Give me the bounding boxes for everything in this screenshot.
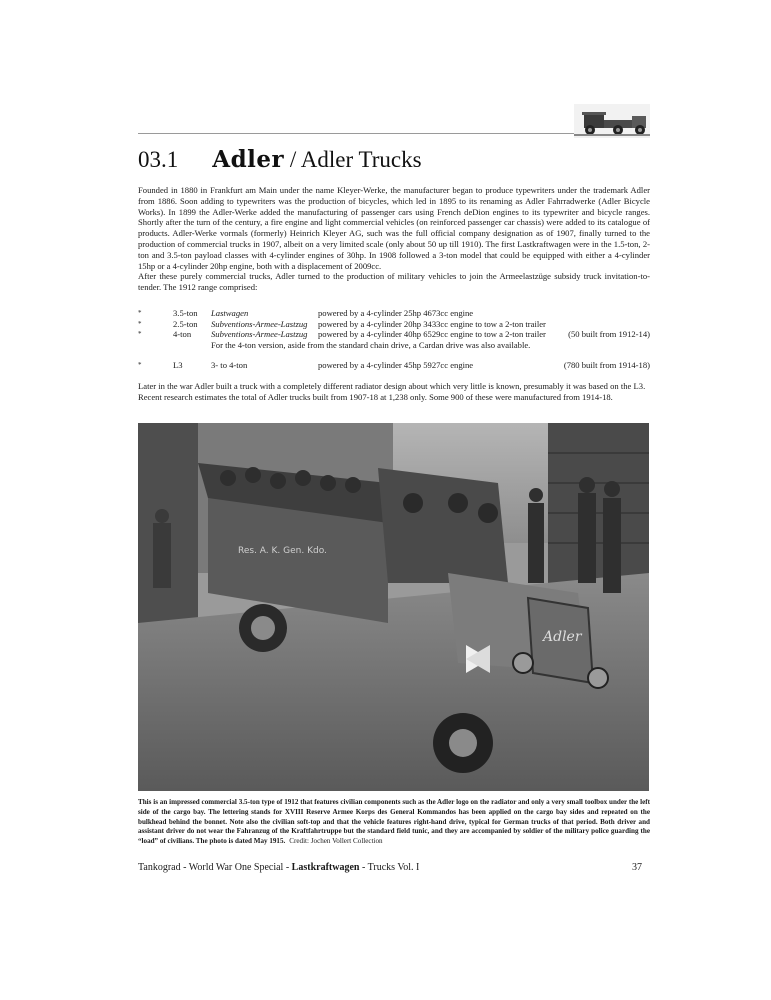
header-rule bbox=[138, 133, 575, 134]
spec-model: Lastwagen bbox=[211, 308, 249, 318]
later-text bbox=[138, 381, 650, 403]
spec-name: 3.5-ton bbox=[173, 308, 198, 318]
footer-title bbox=[138, 862, 419, 873]
spec-list bbox=[138, 308, 650, 371]
cargo-side-lettering: Res. A. K. Gen. Kdo. bbox=[238, 546, 327, 556]
section-number: 03.1 bbox=[138, 147, 179, 172]
radiator-logo: Adler bbox=[543, 629, 582, 645]
spec-engine: powered by a 4-cylinder 45hp 5927cc engine bbox=[318, 360, 474, 371]
bullet-icon: * bbox=[138, 361, 142, 370]
spec-note: For the 4-ton version, aside from the standard chain drive, a Cardan drive was also available. bbox=[211, 339, 531, 350]
photo-caption bbox=[138, 798, 650, 847]
spec-name: L3 bbox=[173, 360, 183, 371]
spec-built: (780 built from 1914-18) bbox=[563, 360, 650, 371]
truck-silhouette-icon bbox=[574, 104, 650, 138]
section-blackletter-name: Adler bbox=[212, 146, 285, 173]
spec-row bbox=[138, 308, 650, 319]
spec-model: 3- to 4-ton bbox=[211, 360, 248, 371]
spec-engine: powered by a 4-cylinder 20hp 3433cc engine to tow a 2-ton trailer bbox=[318, 318, 546, 329]
historical-photo bbox=[138, 423, 649, 791]
bullet-icon: * bbox=[138, 309, 142, 317]
footer-prefix: Tankograd - World War One Special - bbox=[138, 862, 292, 873]
intro-paragraph: Founded in 1880 in Frankfurt am Main under the name Kleyer-Werke, the manufacturer began to produce typewriters under the trademark Adler from 1886. Soon adding to typewriters was the production of bicycles, which led in 1895 to its renaming as Adler Fahrradwerke (Adler Bicycle Works). In 1899 the Adler-Werke added the manufacturing of passenger cars using French deDion engines to its typewriter and bicycle ranges. Shortly after the turn of the century, a fire engine and light commercial vehicles (on reinforced passenger car chassis) were added to its catalogue of products. Adler-Werke vormals (formerly) Heinrich Kleyer AG, such was the full official company designation as of 1907, finally turned to the production of commercial trucks in 1907, albeit on a very limited scale (only about 50 up till 1910). The first Lastkraftwagen were in the 1.5-ton, 2-ton and 3.5-ton payload classes with 4-cylinder engines of 30hp. In 1908 followed a 3-ton model that could be equipped with either a 4-cylinder 15hp or a 4-cylinder 20hp engine, both with a displacement of 2009cc. bbox=[138, 185, 650, 271]
spec-row-l3 bbox=[138, 360, 650, 371]
footer-bold: Lastkraftwagen bbox=[291, 862, 360, 873]
intro-text bbox=[138, 185, 650, 293]
spec-name: 2.5-ton bbox=[173, 318, 198, 329]
page-number: 37 bbox=[632, 862, 642, 873]
truck-photo-image bbox=[138, 423, 649, 791]
footer-suffix: - Trucks Vol. I bbox=[359, 862, 420, 873]
spec-name: 4-ton bbox=[173, 329, 192, 340]
later-paragraph: Recent research estimates the total of Adler trucks built from 1907-18 at 1,238 only. Some 900 of these were manufactured from 1914-18. bbox=[138, 391, 613, 402]
spec-model: Subventions-Armee-Lastzug bbox=[211, 318, 308, 329]
spec-built: (50 built from 1912-14) bbox=[568, 329, 650, 340]
section-title bbox=[138, 146, 422, 174]
spec-row bbox=[138, 319, 650, 330]
photo-credit: Credit: Jochen Vollert Collection bbox=[289, 837, 383, 846]
bullet-icon: * bbox=[138, 319, 142, 328]
spec-model: Subventions-Armee-Lastzug bbox=[211, 329, 308, 340]
spec-row bbox=[138, 329, 650, 340]
spec-engine: powered by a 4-cylinder 40hp 6529cc engine to tow a 2-ton trailer bbox=[318, 329, 546, 340]
bullet-icon: * bbox=[138, 330, 142, 339]
later-paragraph: Later in the war Adler built a truck with a completely different radiator design about which very little is known, presumably it was based on the L3. bbox=[138, 381, 646, 391]
section-separator: / bbox=[284, 147, 301, 172]
spec-engine: powered by a 4-cylinder 25hp 4673cc engine bbox=[318, 308, 474, 318]
section-title-text: Adler Trucks bbox=[300, 147, 422, 172]
caption-text: This is an impressed commercial 3.5-ton type of 1912 that features civilian components such as the Adler logo on the radiator and only a very small toolbox under the left side of the cargo bay. The lettering stands for XVIII Reserve Armee Korps des General Kommandos has been applied on the cargo bay sides and repeated on the bulkhead behind the bonnet. Note also the civilian soft-top and that the vehicle features right-hand drive, typical for German trucks of that period. Both driver and assistant driver do not wear the Fahranzug of the Kraftfahrtruppe but the standard field tunic, and they are accompanied by soldier of the military police guarding the “load” of civilians. The photo is dated May 1915. bbox=[138, 798, 650, 846]
intro-paragraph: After these purely commercial trucks, Adler turned to the production of military vehicles to join the Armeelastzüge subsidy truck invitation-to-tender. The 1912 range comprised: bbox=[138, 271, 650, 293]
